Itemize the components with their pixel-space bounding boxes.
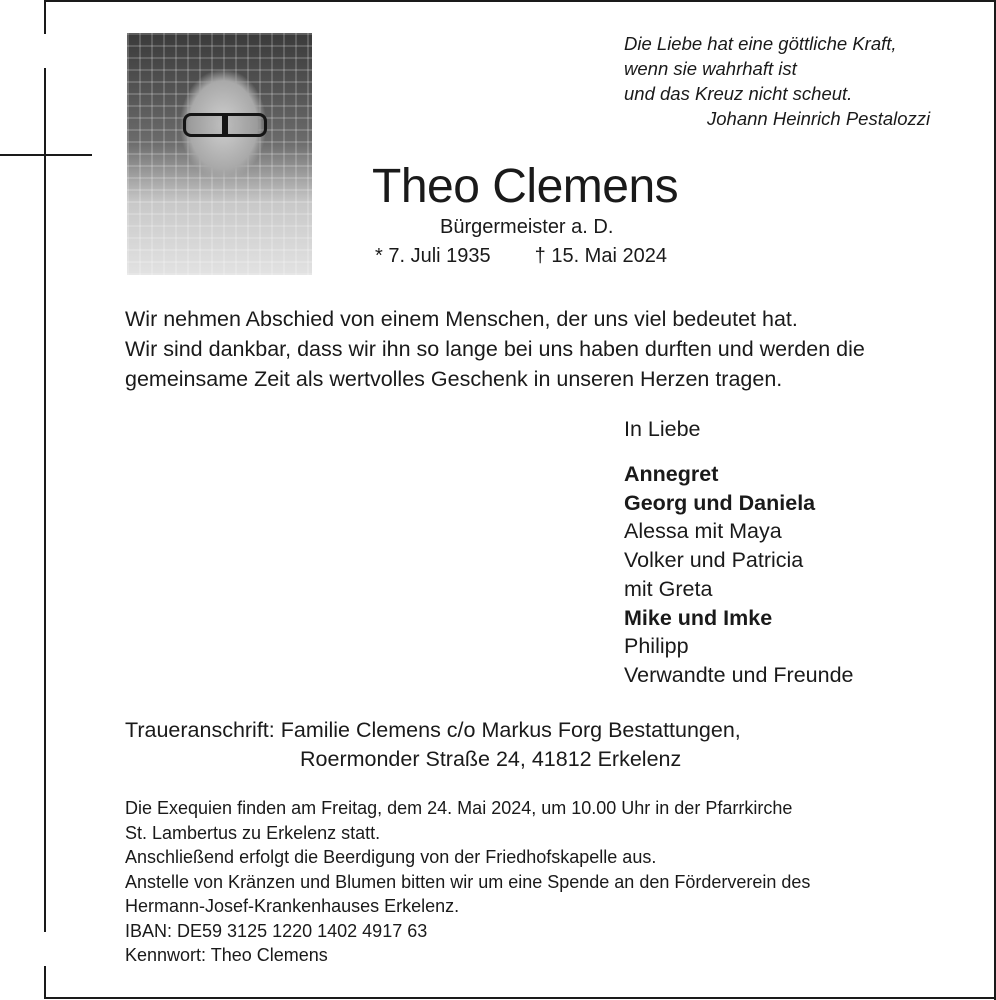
- family-member: Verwandte und Freunde: [624, 662, 854, 687]
- family-member: mit Greta: [624, 576, 713, 601]
- quote-author: Johann Heinrich Pestalozzi: [707, 108, 931, 129]
- mourning-address-line-1: Traueranschrift: Familie Clemens c/o Markus Forg Bestattungen,: [125, 718, 741, 742]
- details-line: Anschließend erfolgt die Beerdigung von der Friedhofskapelle aus.: [125, 847, 657, 867]
- cross-vertical-main: [44, 68, 46, 932]
- death-date: † 15. Mai 2024: [534, 245, 667, 267]
- deceased-name: Theo Clemens: [372, 160, 679, 213]
- life-dates: [375, 243, 667, 269]
- farewell-message: [125, 304, 865, 394]
- cross-vertical-bottom: [44, 966, 46, 999]
- family-member: Mike und Imke: [624, 605, 773, 630]
- closing-phrase: In Liebe: [624, 417, 701, 441]
- cross-vertical-top: [44, 0, 46, 34]
- mourning-address-line-2: Roermonder Straße 24, 41812 Erkelenz: [300, 747, 682, 771]
- portrait-photo: [127, 33, 312, 275]
- cross-horizontal-bar: [0, 154, 92, 156]
- message-line: gemeinsame Zeit als wertvolles Geschenk in unseren Herzen tragen.: [125, 367, 783, 391]
- funeral-details: [125, 796, 810, 968]
- birth-date: * 7. Juli 1935: [375, 245, 491, 267]
- family-member: Alessa mit Maya: [624, 519, 782, 544]
- details-line: Anstelle von Kränzen und Blumen bitten wir um eine Spende an den Förderverein des: [125, 871, 811, 892]
- family-member: Georg und Daniela: [624, 490, 816, 515]
- details-line: Kennwort: Theo Clemens: [125, 945, 328, 965]
- frame-top-border: [44, 0, 996, 2]
- message-line: Wir nehmen Abschied von einem Menschen, der uns viel bedeutet hat.: [125, 307, 798, 331]
- quote-line: Die Liebe hat eine göttliche Kraft,: [624, 33, 897, 54]
- quote: [624, 31, 897, 106]
- family-list: [624, 460, 854, 690]
- details-line: IBAN: DE59 3125 1220 1402 4917 63: [125, 920, 428, 941]
- family-member: Annegret: [624, 462, 719, 486]
- details-line: Die Exequien finden am Freitag, dem 24. Mai 2024, um 10.00 Uhr in der Pfarrkirche: [125, 798, 793, 818]
- deceased-title: Bürgermeister a. D.: [440, 216, 614, 238]
- quote-line: wenn sie wahrhaft ist: [624, 58, 797, 79]
- message-line: Wir sind dankbar, dass wir ihn so lange bei uns haben durften und werden die: [125, 337, 865, 361]
- family-member: Volker und Patricia: [624, 548, 804, 573]
- family-member: Philipp: [624, 634, 689, 659]
- details-line: Hermann-Josef-Krankenhauses Erkelenz.: [125, 896, 460, 916]
- portrait-glasses: [183, 113, 267, 137]
- details-line: St. Lambertus zu Erkelenz statt.: [125, 822, 381, 843]
- frame-bottom-border: [44, 997, 996, 999]
- quote-line: und das Kreuz nicht scheut.: [624, 83, 853, 104]
